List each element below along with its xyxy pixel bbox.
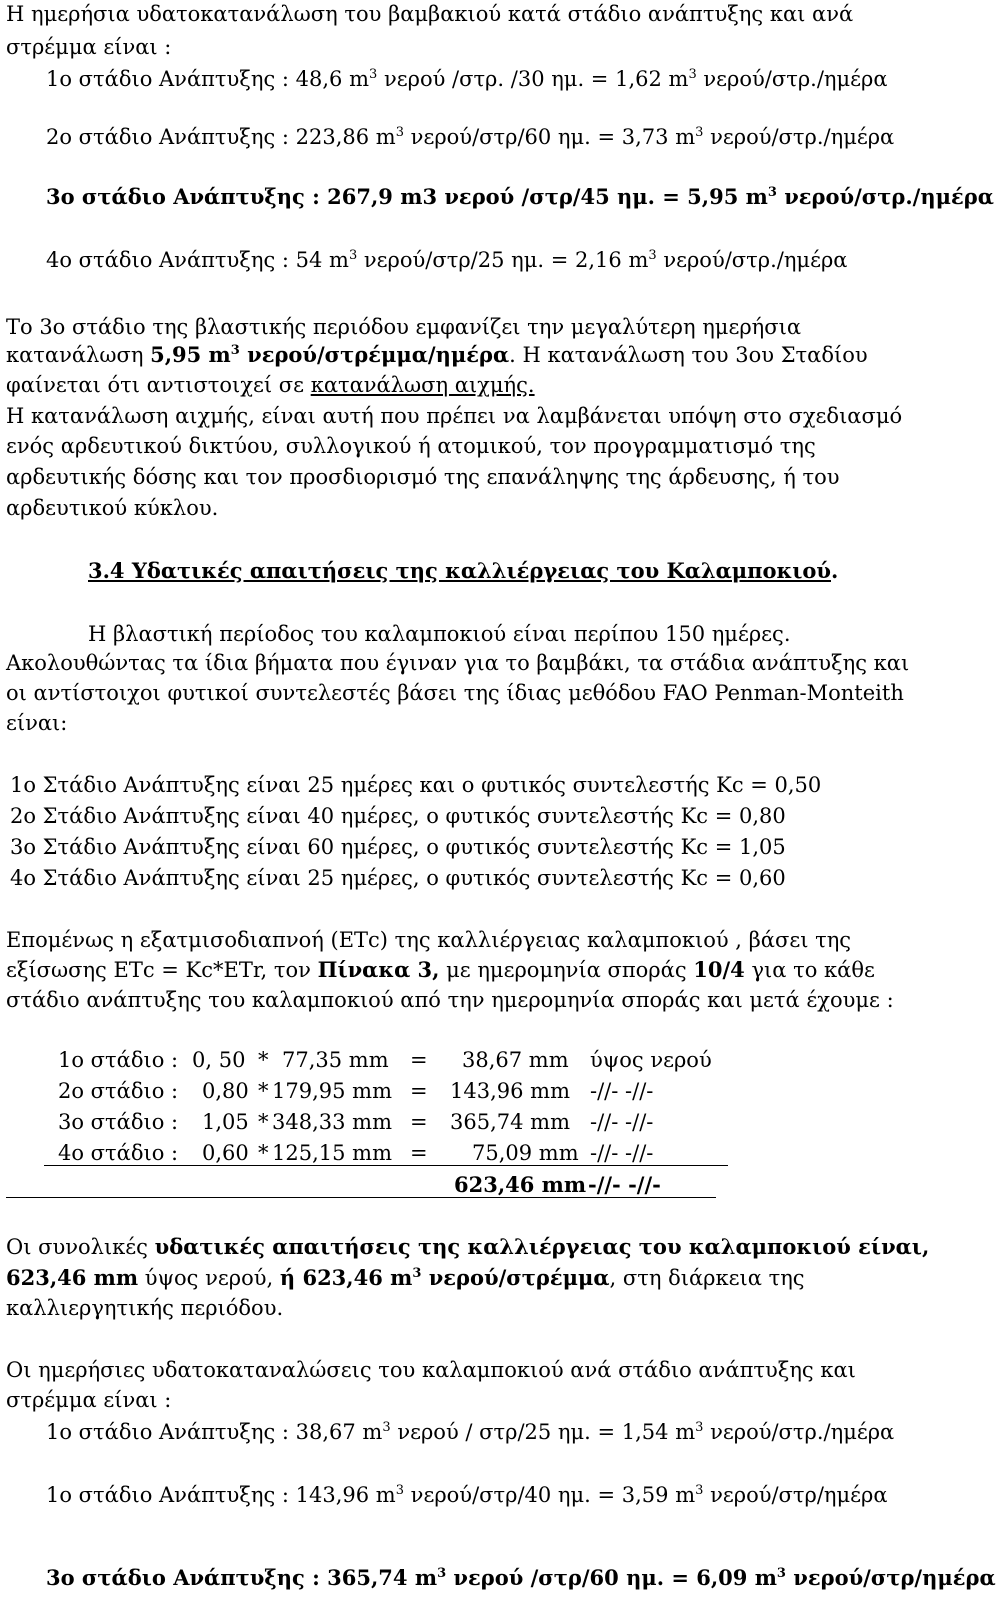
sowing-date: 10/4 <box>693 957 745 982</box>
summary-line-1: Οι συνολικές υδατικές απαιτήσεις της καλλιέργειας του καλαμποκιού είναι, <box>6 1234 930 1259</box>
corn-kc-stage-3: 3ο Στάδιο Ανάπτυξης είναι 60 ημέρες, ο φυτικός συντελεστής Kc = 1,05 <box>10 835 786 859</box>
row-underline <box>44 1165 728 1166</box>
corn-kc-stage-2: 2ο Στάδιο Ανάπτυξης είναι 40 ημέρες, ο φυτικός συντελεστής Kc = 0,80 <box>10 804 786 828</box>
summary-line-2: 623,46 mm ύψος νερού, ή 623,46 $m^3$ νερού/στρέμμα, στη διάρκεια της <box>6 1265 805 1290</box>
peak-para-line-2: κατανάλωση 5,95 $m^3$ νερού/στρέμμα/ημέρα. Η κατανάλωση του 3ου Σταδίου <box>6 342 868 367</box>
peak-para-line-5: ενός αρδευτικού δικτύου, συλλογικού ή ατομικού, τον προγραμματισμό της <box>6 434 816 458</box>
corn-kc-stage-1: 1ο Στάδιο Ανάπτυξης είναι 25 ημέρες και ο φυτικός συντελεστής Kc = 0,50 <box>10 773 822 797</box>
cotton-stage-4: 4ο στάδιο Ανάπτυξης : 54 $m^3$ νερού/στρ/25 ημ. = 2,16 $m^3$ νερού/στρ./ημέρα <box>46 248 848 272</box>
corn-intro-line-1: Η βλαστική περίοδος του καλαμποκιού είναι περίπου 150 ημέρες. <box>88 622 791 646</box>
peak-para-line-6: αρδευτικής δόσης και τον προσδιορισμό της επανάληψης της άρδευσης, ή του <box>6 465 840 489</box>
corn-intro-line-3: οι αντίστοιχοι φυτικοί συντελεστές βάσει της ίδιας μεθόδου FAO Penman-Monteith <box>6 681 904 705</box>
peak-para-line-7: αρδευτικού κύκλου. <box>6 496 219 520</box>
cotton-intro-line-2: στρέμμα είναι : <box>6 35 172 59</box>
cotton-stage-2: 2ο στάδιο Ανάπτυξης : 223,86 $m^3$ νερού/στρ/60 ημ. = 3,73 $m^3$ νερού/στρ./ημέρα <box>46 125 895 149</box>
peak-demand-term: κατανάλωση αιχμής. <box>310 373 535 397</box>
peak-para-line-3: φαίνεται ότι αντιστοιχεί σε κατανάλωση αιχμής. <box>6 373 535 397</box>
etc-para-line-3: στάδιο ανάπτυξης του καλαμποκιού από την ημερομηνία σποράς και μετά έχουμε : <box>6 988 894 1012</box>
etc-para-line-1: Επομένως η εξατμισοδιαπνοή (ΕΤc) της καλλιέργειας καλαμποκιού , βάσει της <box>6 928 852 952</box>
corn-kc-stage-4: 4ο Στάδιο Ανάπτυξης είναι 25 ημέρες, ο φυτικός συντελεστής Kc = 0,60 <box>10 866 786 890</box>
corn-daily-intro-line-2: στρέμμα είναι : <box>6 1388 172 1412</box>
calc-total-row: 623,46 mm -//- -//- <box>6 1171 716 1199</box>
cotton-intro-line-1: Η ημερήσια υδατοκατανάλωση του βαμβακιού κατά στάδιο ανάπτυξης και ανά <box>6 2 854 26</box>
corn-daily-intro-line-1: Οι ημερήσιες υδατοκαταναλώσεις του καλαμποκιού ανά στάδιο ανάπτυξης και <box>6 1358 856 1382</box>
peak-para-line-1: Το 3ο στάδιο της βλαστικής περιόδου εμφανίζει την μεγαλύτερη ημερήσια <box>6 315 802 339</box>
etc-para-line-2: εξίσωσης ΕΤc = Kc*ETr, τον Πίνακα 3, με ημερομηνία σποράς 10/4 για το κάθε <box>6 957 875 982</box>
corn-intro-line-2: Ακολουθώντας τα ίδια βήματα που έγιναν για το βαμβάκι, τα στάδια ανάπτυξης και <box>6 651 910 675</box>
corn-daily-stage-3: 3ο στάδιο Ανάπτυξης : 365,74 $m^3$ νερού /στρ/60 ημ. = 6,09 $m^3$ νερού/στρ/ημέρα <box>46 1565 996 1590</box>
corn-daily-stage-2: 1ο στάδιο Ανάπτυξης : 143,96 $m^3$ νερού/στρ/40 ημ. = 3,59 $m^3$ νερού/στρ/ημέρα <box>46 1483 888 1507</box>
corn-intro-line-4: είναι: <box>6 711 68 735</box>
corn-daily-stage-1: 1ο στάδιο Ανάπτυξης : 38,67 $m^3$ νερού / στρ/25 ημ. = 1,54 $m^3$ νερού/στρ./ημέρα <box>46 1420 895 1444</box>
cotton-stage-1: 1ο στάδιο Ανάπτυξης : 48,6 $m^3$ νερού /στρ. /30 ημ. = 1,62 $m^3$ νερού/στρ./ημέρα <box>46 67 888 91</box>
peak-para-line-4: Η κατανάλωση αιχμής, είναι αυτή που πρέπει να λαμβάνεται υπόψη στο σχεδιασμό <box>6 404 903 428</box>
cotton-stage-3: 3ο στάδιο Ανάπτυξης : 267,9 m3 νερού /στρ/45 ημ. = 5,95 $m^3$ νερού/στρ./ημέρα <box>46 184 994 209</box>
total-underline <box>6 1197 716 1198</box>
calc-row-4: 4ο στάδιο : 0,60 * 125,15 mm = 75,09 mm -//- -//- <box>44 1139 728 1167</box>
document-page: Η ημερήσια υδατοκατανάλωση του βαμβακιού κατά στάδιο ανάπτυξης και ανά στρέμμα είναι : 1ο στάδιο Ανάπτυξης : 48,6 $m^3$ νερού /στρ. /30 ημ. = 1,62 $m^3$ νερού/στρ./ημέρα 2ο στάδιο Ανάπτυξης : 223,86 $m^3$ νερού/στρ/60 ημ. = 3,73 $m^3$ νερού/στρ./ημέρα 3ο στάδιο Ανάπτυξης : 267,9 m3 νερού /στρ/45 ημ. = 5,95 $m^3$ νερού/στρ./ημέρα 4ο στάδιο Ανάπτυξης : 54 $m^3$ νερού/στρ/25 ημ. = 2,16 $m^3$ νερού/στρ./ημέρα Το 3ο στάδιο της βλαστικής περιόδου εμφανίζει την μεγαλύτερη ημερήσια κατανάλωση 5,95 $m^3$ νερού/στρέμμα/ημέρα. Η κατανάλωση του 3ου Σταδίου φαίνεται ότι αντιστοιχεί σε κατανάλωση αιχμής. Η κατανάλωση αιχμής, είναι αυτή που πρέπει να λαμβάνεται υπόψη στο σχεδιασμό ενός αρδευτικού δικτύου, συλλογικού ή ατομικού, τον προγραμματισμό της αρδευτικής δόσης και τον προσδιορισμό της επανάληψης της άρδευσης, ή του αρδευτικού κύκλου. 3.4 Υδατικές απαιτήσεις της καλλιέργειας του Καλαμποκιού. Η βλαστική περίοδος του καλαμποκιού είναι περίπου 150 ημέρες. Ακολουθώντας τα ίδια βήματα που έγιναν για το βαμβάκι, τα στάδια ανάπτυξης και οι αντίστοιχοι φυτικοί συντελεστές βάσει της ίδιας μεθόδου FAO Penman-Monteith είναι: 1ο Στάδιο Ανάπτυξης είναι 25 ημέρες και ο φυτικός συντελεστής Kc = 0,50 2ο Στάδιο Ανάπτυξης είναι 40 ημέρες, ο φυτικός συντελεστής Kc = 0,80 3ο Στάδιο Ανάπτυξης είναι 60 ημέρες, ο φυτικός συντελεστής Kc = 1,05 4ο Στάδιο Ανάπτυξης είναι 25 ημέρες, ο φυτικός συντελεστής Kc = 0,60 Επομένως η εξατμισοδιαπνοή (ΕΤc) της καλλιέργειας καλαμποκιού , βάσει της εξίσωσης ΕΤc = Kc*ETr, τον Πίνακα 3, με ημερομηνία σποράς 10/4 για το κάθε στάδιο ανάπτυξης του καλαμποκιού από την ημερομηνία σποράς και μετά έχουμε : 1ο στάδιο : 0, 50 * 77,35 mm = 38,67 mm ύψος νερού 2ο στάδιο : 0,80 * 179,95 mm = 143,96 mm -//- -//- 3ο στάδιο : 1,05 * 348,33 mm = 365,74 mm -//- -//- 4ο στάδιο : 0,60 * 125,15 mm = 75,09 mm -//- -//- 623,46 mm -//- -//- Οι συνολικές υδατικές απαιτήσεις της καλλιέργειας του καλαμποκιού είναι, 623,46 mm ύψος νερού, ή 623,46 $m^3$ νερού/στρέμμα, στη διάρκεια της καλλιεργητικής περιόδου. Οι ημερήσιες υδατοκαταναλώσεις του καλαμποκιού ανά στάδιο ανάπτυξης και στρέμμα είναι : 1ο στάδιο Ανάπτυξης : 38,67 $m^3$ νερού / στρ/25 ημ. = 1,54 $m^3$ νερού/στρ./ημέρα 1ο στάδιο Ανάπτυξης : 143,96 $m^3$ νερού/στρ/40 ημ. = 3,59 $m^3$ νερού/στρ/ημέρα 3ο στάδιο Ανάπτυξης : 365,74 $m^3$ νερού /στρ/60 ημ. = 6,09 $m^3$ νερού/στρ/ημέρα <box>6 2 996 1590</box>
table-reference: Πίνακα 3, <box>317 957 440 982</box>
section-heading: 3.4 Υδατικές απαιτήσεις της καλλιέργειας του Καλαμποκιού. <box>88 558 839 583</box>
summary-line-3: καλλιεργητικής περιόδου. <box>6 1296 284 1320</box>
